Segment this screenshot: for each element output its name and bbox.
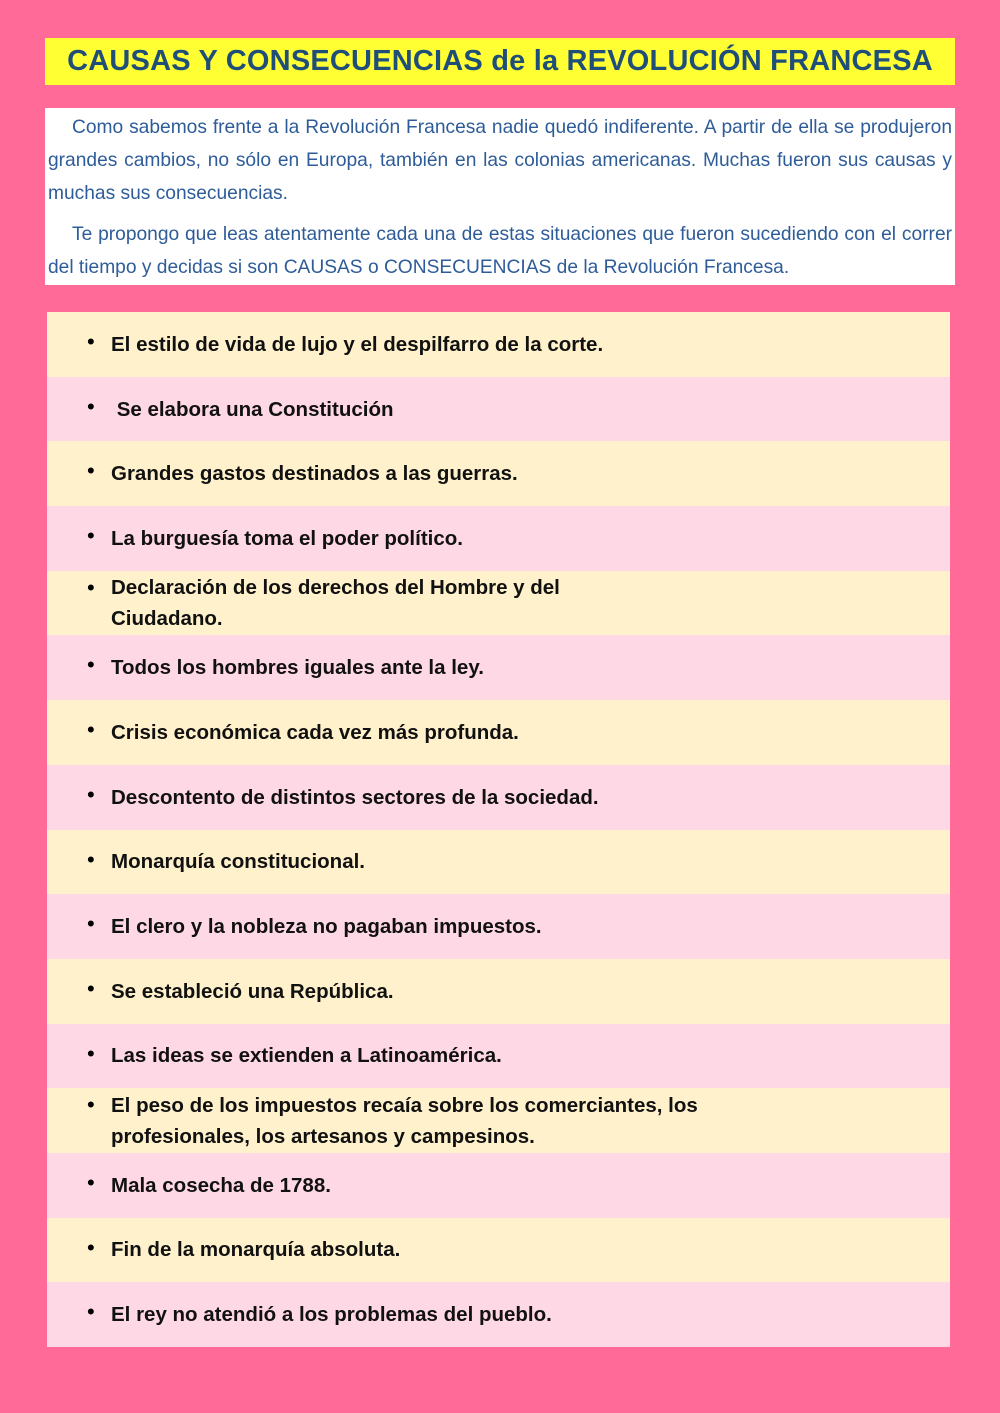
- bullet-icon: •: [87, 975, 95, 1001]
- situations-list: [47, 312, 950, 1347]
- list-item-text: Fin de la monarquía absoluta.: [111, 1238, 401, 1262]
- list-item[interactable]: [47, 1282, 950, 1347]
- list-item-text: Las ideas se extienden a Latinoamérica.: [111, 1044, 502, 1068]
- bullet-icon: •: [87, 574, 95, 600]
- list-item[interactable]: [47, 1153, 950, 1218]
- intro-box: [45, 108, 955, 285]
- list-item-text: Mala cosecha de 1788.: [111, 1173, 331, 1197]
- list-item-text: Todos los hombres iguales ante la ley.: [111, 656, 484, 680]
- intro-paragraph-2: Te propongo que leas atentamente cada una de estas situaciones que fueron sucediendo con el correr del tiempo y decidas si son CAUSAS o CONSECUENCIAS de la Revolución Francesa.: [48, 224, 952, 278]
- list-item[interactable]: [47, 441, 950, 506]
- list-item[interactable]: [47, 1088, 950, 1153]
- bullet-icon: •: [87, 911, 95, 937]
- list-item[interactable]: [47, 765, 950, 830]
- title-banner: [45, 38, 955, 85]
- bullet-icon: •: [87, 329, 95, 354]
- list-item[interactable]: [47, 571, 950, 636]
- list-item-text: Declaración de los derechos del Hombre y del Ciudadano.: [111, 576, 560, 631]
- intro-paragraph-1: Como sabemos frente a la Revolución Francesa nadie quedó indiferente. A partir de ella se produjeron grandes cambios, no sólo en Europa, también en las colonias americanas. Muchas fueron sus causas y muchas sus consecuencias.: [48, 117, 952, 204]
- list-item-text: Crisis económica cada vez más profunda.: [111, 720, 519, 744]
- page-title: CAUSAS Y CONSECUENCIAS de la REVOLUCIÓN FRANCESA: [67, 45, 933, 77]
- list-item-text: El estilo de vida de lujo y el despilfarro de la corte.: [111, 332, 604, 356]
- list-item-text: Descontento de distintos sectores de la sociedad.: [111, 785, 599, 809]
- bullet-icon: •: [87, 781, 95, 807]
- list-item[interactable]: [47, 700, 950, 765]
- list-item-text: El peso de los impuestos recaía sobre los comerciantes, los profesionales, los artesanos y campesinos.: [111, 1093, 698, 1148]
- bullet-icon: •: [87, 1169, 95, 1195]
- list-item[interactable]: [47, 635, 950, 700]
- bullet-icon: •: [87, 846, 95, 872]
- bullet-icon: •: [87, 1234, 95, 1260]
- list-item-text: Se estableció una República.: [111, 979, 394, 1003]
- list-item[interactable]: [47, 377, 950, 442]
- bullet-icon: •: [87, 393, 95, 419]
- bullet-icon: •: [87, 1040, 95, 1066]
- list-item[interactable]: [47, 1218, 950, 1283]
- list-item[interactable]: [47, 1024, 950, 1089]
- list-item[interactable]: [47, 894, 950, 959]
- bullet-icon: •: [87, 717, 95, 743]
- list-item[interactable]: [47, 830, 950, 895]
- list-item[interactable]: [47, 959, 950, 1024]
- list-item-text: Monarquía constitucional.: [111, 850, 365, 874]
- bullet-icon: •: [87, 1299, 95, 1325]
- bullet-icon: •: [87, 1092, 95, 1118]
- list-item-text: Se elabora una Constitución: [111, 397, 394, 421]
- list-item-text: La burguesía toma el poder político.: [111, 526, 463, 550]
- list-item-text: El rey no atendió a los problemas del pueblo.: [111, 1303, 552, 1327]
- list-item[interactable]: [47, 506, 950, 571]
- list-item-text: Grandes gastos destinados a las guerras.: [111, 462, 518, 486]
- list-item-text: El clero y la nobleza no pagaban impuestos.: [111, 915, 542, 939]
- bullet-icon: •: [87, 458, 95, 484]
- list-item[interactable]: [47, 312, 950, 377]
- bullet-icon: •: [87, 652, 95, 678]
- bullet-icon: •: [87, 523, 95, 549]
